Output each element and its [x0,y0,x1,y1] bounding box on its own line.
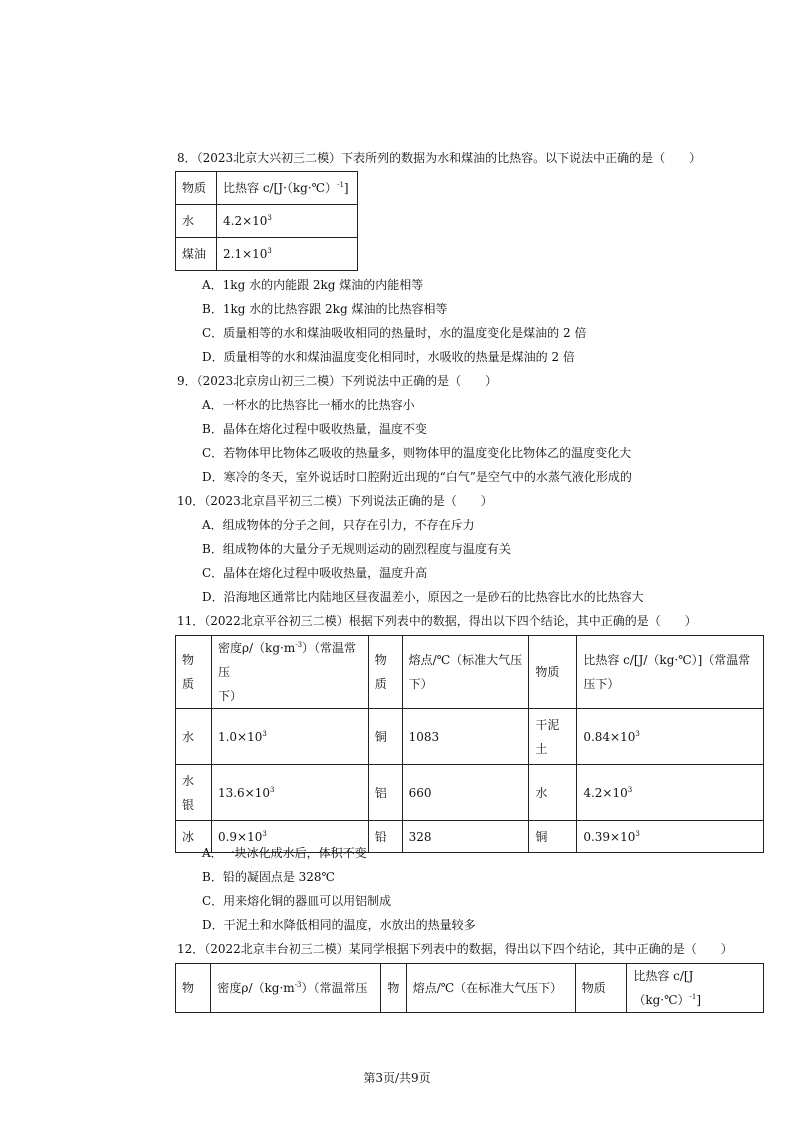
q11-r3-heat: $0.39\times 10^3$ [577,821,764,853]
q12-table [175,963,764,1013]
q11-r2-melting: 660 [402,765,529,821]
q11-header-melting: 熔点/℃（标准大气压 下） [402,636,529,709]
q11-header-substance1: 物 质 [176,636,212,709]
q8-row-water-value: $4.2\times 10^3$ [217,205,358,238]
q11-r3-density: $0.9\times 10^3$ [211,821,368,853]
q10-option-c: C．晶体在熔化过程中吸收热量，温度升高 [202,566,428,580]
q11-option-b: B．铅的凝固点是 328℃ [202,870,335,884]
q9-stem: 9．（2023北京房山初三二模）下列说法中正确的是（ ） [177,374,498,388]
q10-option-b: B．组成物体的大量分子无规则运动的剧烈程度与温度有关 [202,542,511,556]
q12-header-density: 密度$\rho/(kg\cdot m^{-3})$（常温常压 [211,964,381,1013]
q11-header-density: 密度$\rho/(kg\cdot m^{-3})$（常温常压 下） [211,636,368,709]
q8-row-kerosene-name: 煤油 [176,238,217,271]
q8-table [175,171,358,271]
q10-stem: 10．（2023北京昌平初三二模）下列说法正确的是（ ） [177,494,493,508]
q11-r1-substance1: 水 [176,709,212,765]
q11-table [175,635,764,853]
q11-option-d: D．干泥土和水降低相同的温度，水放出的热量较多 [202,918,476,932]
q11-r1-melting: 1083 [402,709,529,765]
q9-option-a: A．一杯水的比热容比一桶水的比热容小 [202,398,415,412]
q9-option-c: C．若物体甲比物体乙吸收的热量多，则物体甲的温度变化比物体乙的温度变化大 [202,446,632,460]
q11-r1-heat: $0.84\times 10^3$ [577,709,764,765]
page-footer: 第3页/共9页 [363,1071,431,1085]
q8-option-a: A．1kg 水的内能跟 2kg 煤油的内能相等 [202,278,424,292]
q12-header-melting: 熔点/℃（在标准大气压下） [406,964,575,1013]
q8-header-heat: 比热容 c/[J·（kg·℃）$^{-1}$] [217,172,358,205]
q12-header-substance2: 物 [381,964,406,1013]
q11-r3-melting: 328 [402,821,529,853]
q8-stem: 8．（2023北京大兴初三二模）下表所列的数据为水和煤油的比热容。以下说法中正确的是（ ） [177,151,702,165]
q12-header-substance3: 物质 [575,964,627,1013]
q12-stem: 12．（2022北京丰台初三二模）某同学根据下列表中的数据，得出以下四个结论，其中正确的是（ ） [177,942,733,956]
q8-header-substance: 物质 [176,172,217,205]
q8-option-d: D．质量相等的水和煤油温度变化相同时，水吸收的热量是煤油的 2 倍 [202,350,575,364]
q11-r2-substance3: 水 [529,765,577,821]
q11-r2-substance1: 水 银 [176,765,212,821]
q9-option-d: D．寒冷的冬天，室外说话时口腔附近出现的“白气”是空气中的水蒸气液化形成的 [202,470,632,484]
q11-r2-density: $13.6\times 10^3$ [211,765,368,821]
q9-option-b: B．晶体在熔化过程中吸收热量，温度不变 [202,422,427,436]
q10-option-d: D．沿海地区通常比内陆地区昼夜温差小，原因之一是砂石的比热容比水的比热容大 [202,590,644,604]
q11-header-substance2: 物 质 [368,636,402,709]
q11-r2-substance2: 铝 [368,765,402,821]
q8-row-water-name: 水 [176,205,217,238]
q10-option-a: A．组成物体的分子之间，只存在引力，不存在斥力 [202,518,475,532]
q8-row-kerosene-value: $2.1\times 10^3$ [217,238,358,271]
q8-option-c: C．质量相等的水和煤油吸收相同的热量时，水的温度变化是煤油的 2 倍 [202,326,587,340]
q12-header-substance1: 物 [176,964,211,1013]
q11-option-a: A．一块冰化成水后，体积不变 [202,846,367,860]
q11-r1-density: $1.0\times 10^3$ [211,709,368,765]
q11-header-substance3: 物质 [529,636,577,709]
q11-option-c: C．用来熔化铜的器皿可以用铝制成 [202,894,392,908]
q11-r1-substance2: 铜 [368,709,402,765]
q11-r3-substance3: 铜 [529,821,577,853]
q11-r1-substance3: 干泥 土 [529,709,577,765]
q12-header-heat: 比热容 c/[J （kg·℃）$^{-1}$] [627,964,764,1013]
q11-r3-substance2: 铅 [368,821,402,853]
q11-header-heat: 比热容 c/[J/（kg·℃）]（常温常 压下） [577,636,764,709]
q11-r3-substance1: 冰 [176,821,212,853]
q8-option-b: B．1kg 水的比热容跟 2kg 煤油的比热容相等 [202,302,448,316]
q11-stem: 11．（2022北京平谷初三二模）根据下列表中的数据，得出以下四个结论，其中正确的是（ ） [177,614,697,628]
q11-r2-heat: $4.2\times 10^3$ [577,765,764,821]
